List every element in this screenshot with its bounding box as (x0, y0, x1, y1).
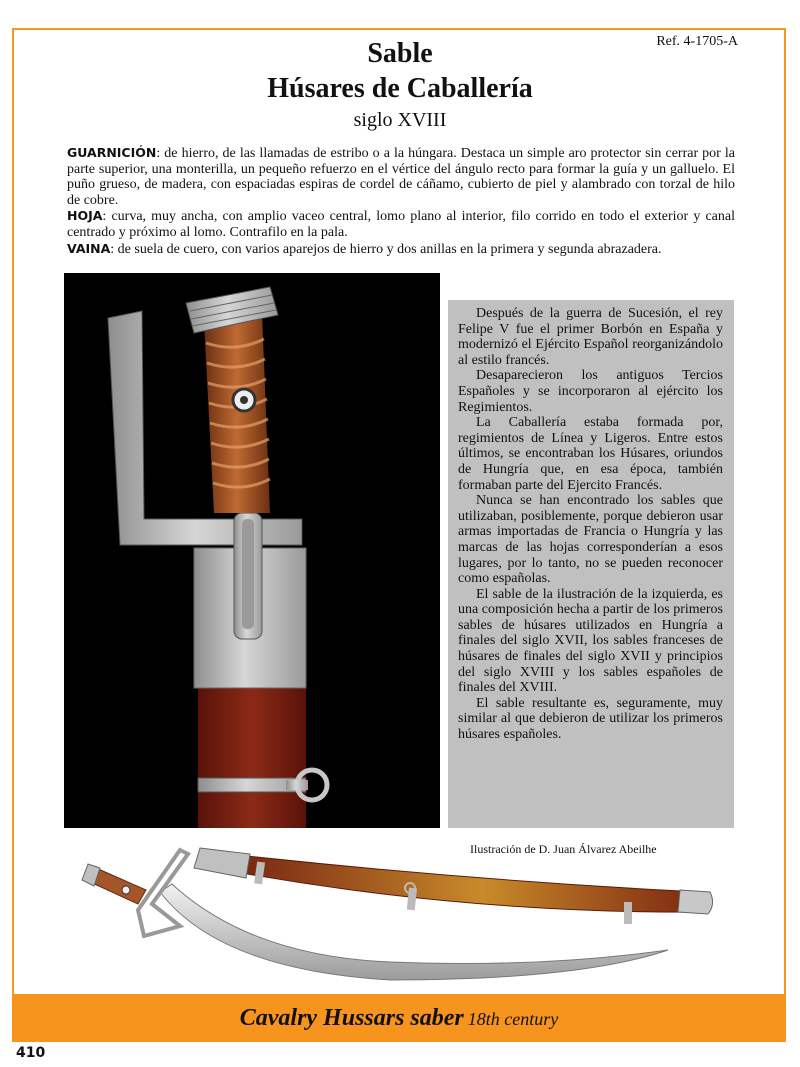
saber-full-illustration (60, 840, 740, 990)
description-paragraph (67, 241, 735, 258)
description-text: : de hierro, de las llamadas de estribo o a la húngara. Destaca un simple aro protector sin cerrar por la parte superior, una monterilla, un pequeño refuerzo en el vértice del ángulo recto para formar la guía y un galluelo. El puño grueso, de madera, con espaciadas espiras de cordel de cáñamo, cubierto de piel y alambrado con torzal de hilo de cobre. (67, 146, 735, 208)
hilt-illustration (64, 273, 440, 828)
sidebar-paragraph: La Caballería estaba formada por, regimientos de Línea y Ligeros. Entre estos últimos, se encontraban los Húsares, oriundos de Hungría que, en esa época, también formaban parte del Ejercito Francés. (458, 415, 723, 493)
sidebar-paragraph: Después de la guerra de Sucesión, el rey Felipe V fue el primer Borbón en España y modernizó el Ejército Español reorganizándolo al estilo francés. (458, 306, 723, 368)
reference-code: Ref. 4-1705-A (656, 34, 738, 49)
sidebar-paragraph: El sable de la ilustración de la izquierda, es una composición hecha a partir de los primeros sables de húsares utilizados en Hungría a finales del siglo XVII, los sables franceses de húsares de finales del siglo XVII y principios del siglo XVIII y los sables españoles de finales del XVIII. (458, 586, 723, 696)
page-number: 410 (16, 1045, 46, 1061)
description-paragraph (67, 145, 735, 208)
illustration-credit: Ilustración de D. Juan Álvarez Abeilhe (470, 842, 657, 856)
description-label: GUARNICIÓN (67, 145, 157, 160)
description-block (67, 145, 735, 257)
english-subtitle: 18th century (467, 1009, 559, 1029)
description-label: VAINA (67, 240, 111, 256)
page-subtitle: siglo XVIII (353, 109, 447, 131)
page-title: Sable (367, 38, 433, 69)
sidebar-paragraph: El sable resultante es, seguramente, muy similar al que debieron de utilizar los primeros húsares españoles. (458, 695, 723, 743)
saber-drawing (60, 840, 740, 990)
english-title: Cavalry Hussars saber (239, 1005, 464, 1031)
page-title-line2: Húsares de Caballería (267, 73, 533, 104)
english-title-banner (12, 994, 786, 1042)
description-text: : curva, muy ancha, con amplio vaceo central, lomo plano al interior, filo corrido en todo el exterior y canal centrado y próximo al lomo. Contrafilo en la pala. (67, 209, 735, 240)
history-sidebar (448, 300, 734, 828)
description-label: HOJA (67, 208, 103, 224)
description-paragraph (67, 208, 735, 240)
sidebar-paragraph: Desaparecieron los antiguos Tercios Españoles y se incorporaron al ejército los Regimientos. (458, 368, 723, 415)
description-text: : de suela de cuero, con varios aparejos de hierro y dos anillas en la primera y segunda abrazadera. (110, 241, 662, 257)
sidebar-paragraph: Nunca se han encontrado los sables que utilizaban, posiblemente, porque debieron usar armas importadas de Francia o Hungría y las marcas de las hojas corresponderían a esos lugares, por lo tanto, no se pueden reconocer como españolas. (458, 493, 723, 587)
hilt-drawing (64, 273, 440, 828)
